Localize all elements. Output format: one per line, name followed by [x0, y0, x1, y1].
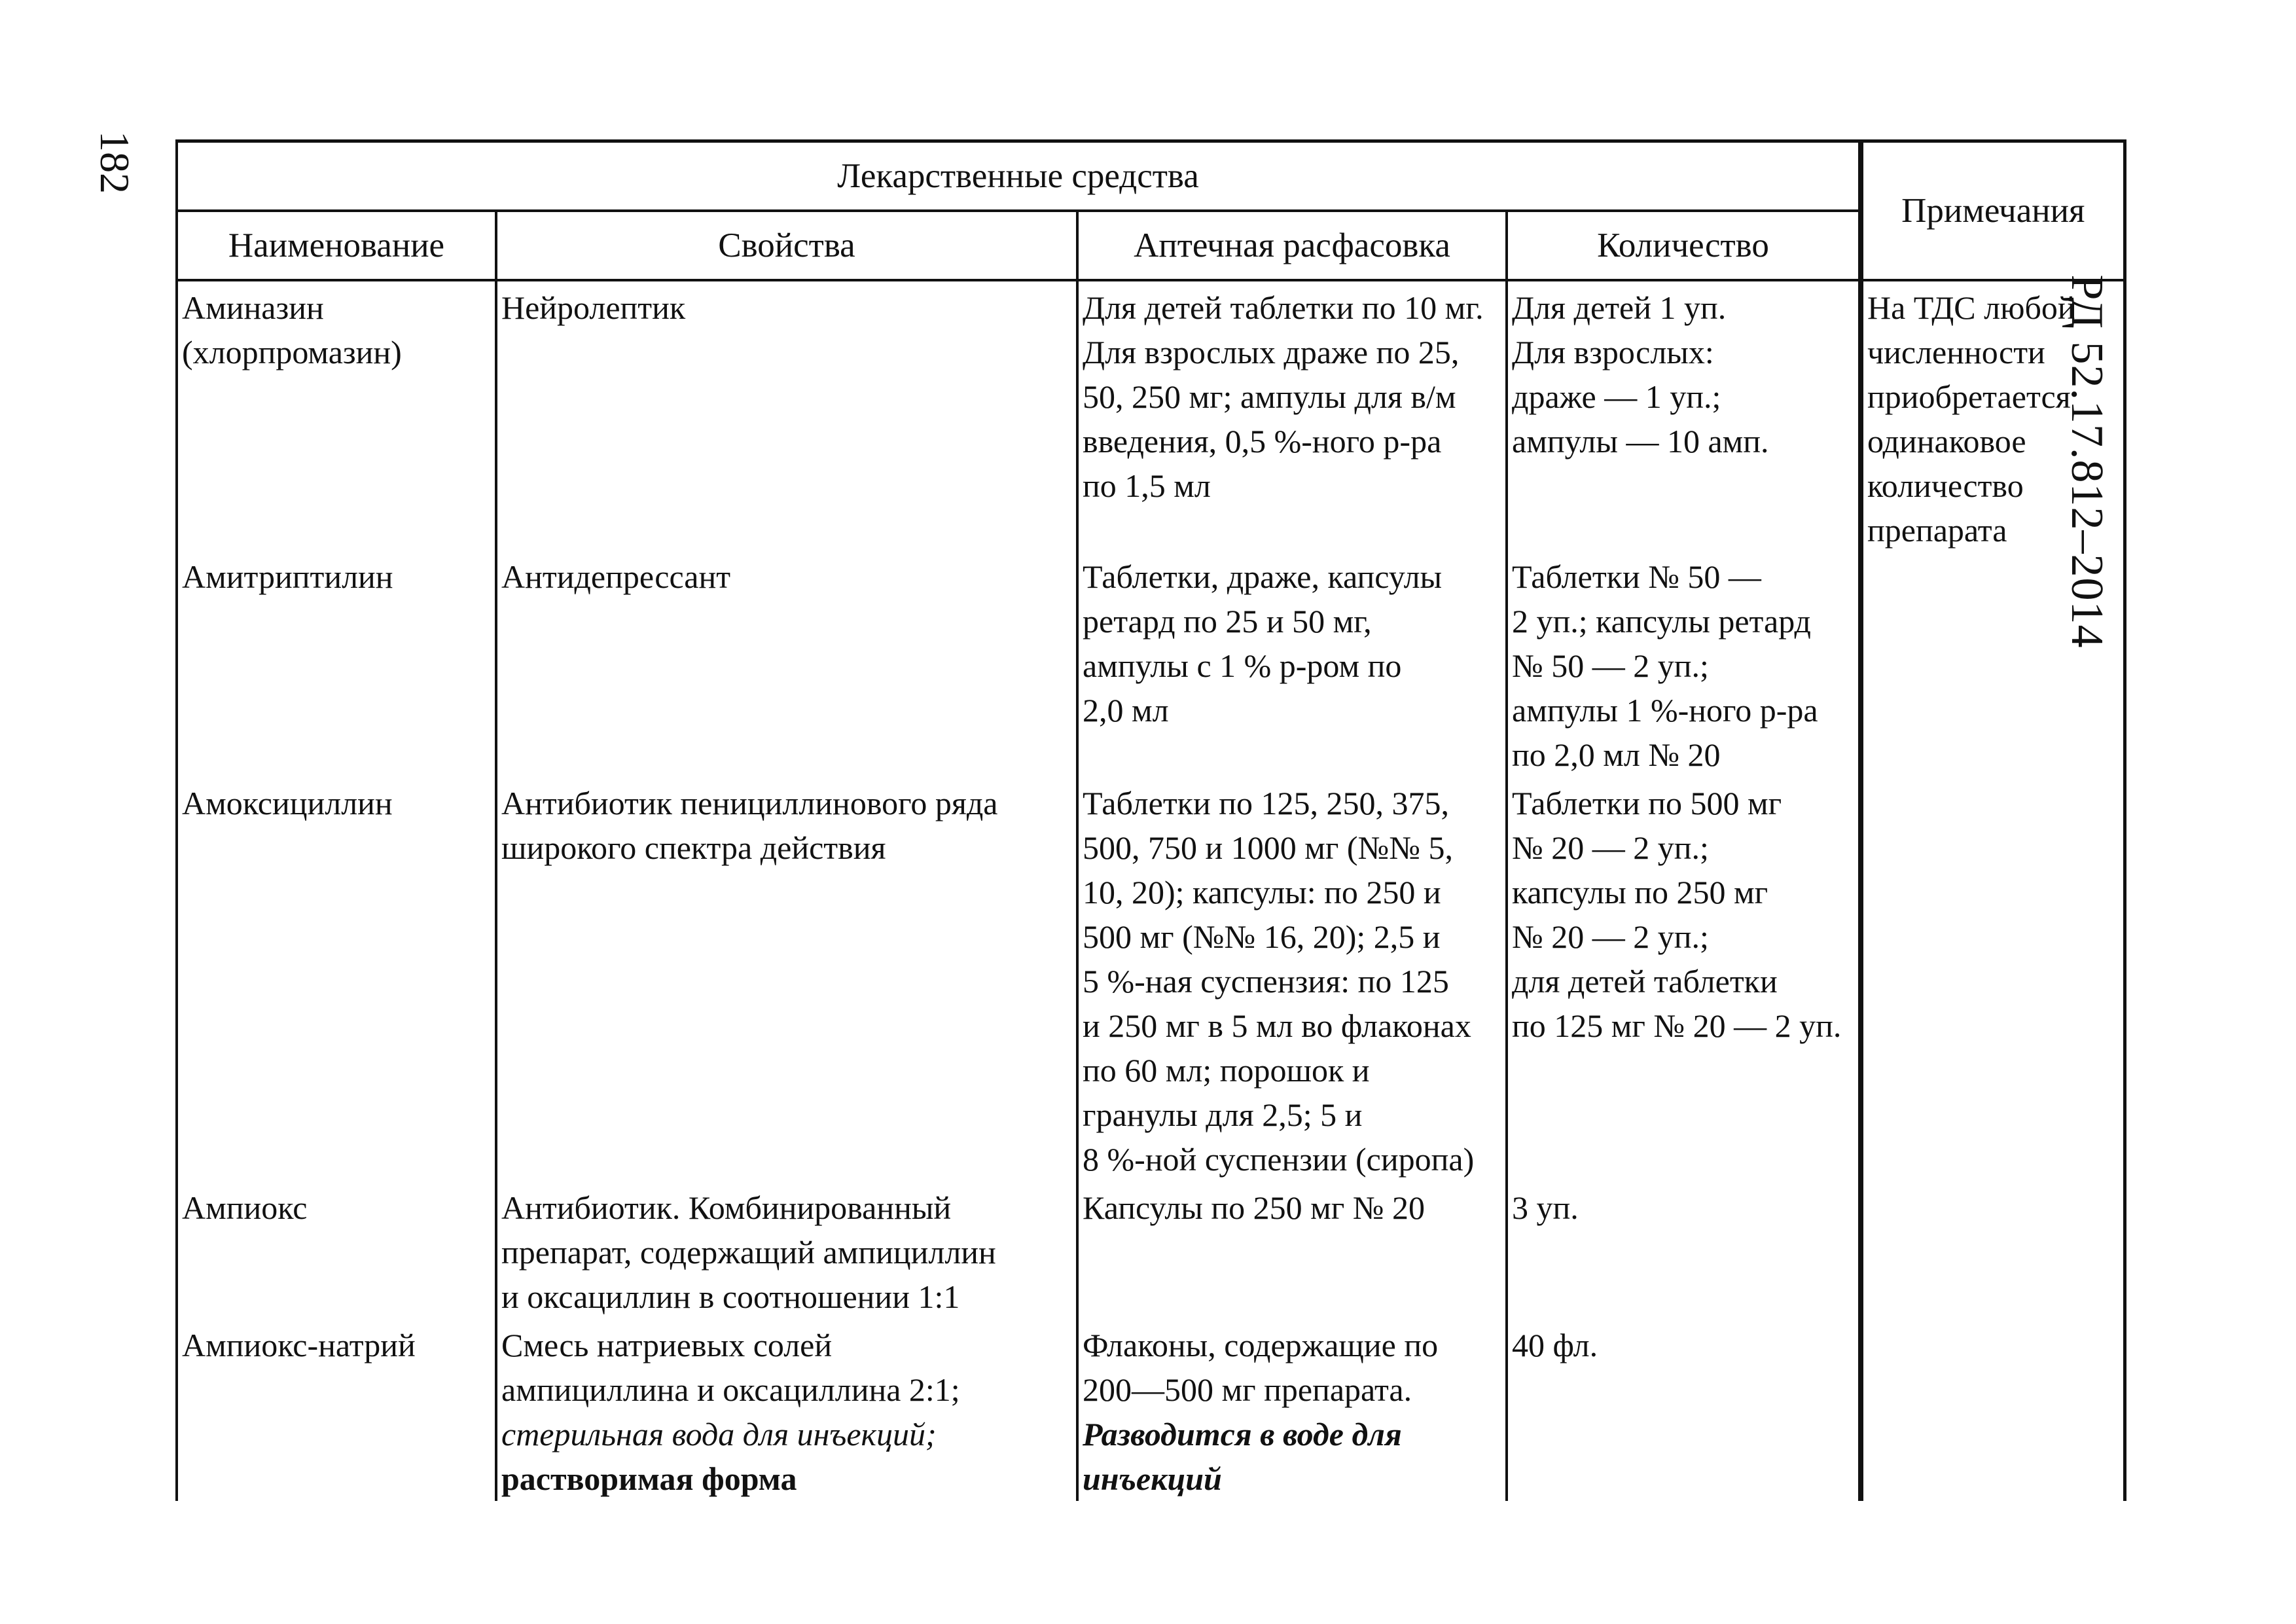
table-row — [177, 1319, 2125, 1501]
drug-name: Аминазин (хлорпромазин) — [182, 289, 402, 370]
document-code: РД 52.17.812–2014 — [2062, 274, 2112, 649]
drug-properties: Антибиотик. Комбинированный препарат, содержащий ампициллин и оксациллин в соотношении 1:1 — [501, 1189, 996, 1315]
drug-packaging-bold: Разводится в воде для инъекций — [1083, 1416, 1402, 1497]
drug-properties: Антибиотик пенициллинового ряда широкого спектра действия — [501, 785, 998, 866]
group-header-medicines: Лекарственные средства — [177, 141, 1861, 211]
table-row — [177, 550, 2125, 777]
column-header-name: Наименование — [177, 211, 496, 280]
drug-quantity: Таблетки по 500 мг № 20 — 2 уп.; капсулы по 250 мг № 20 — 2 уп.; для детей таблетки по 125 мг № 20 — 2 уп. — [1512, 785, 1842, 1044]
cell-properties — [496, 550, 1077, 777]
cell-properties — [496, 777, 1077, 1182]
drug-quantity: 3 уп. — [1512, 1189, 1579, 1226]
drug-properties: Антидепрессант — [501, 558, 731, 595]
cell-properties — [496, 280, 1077, 550]
cell-quantity — [1507, 777, 1861, 1182]
column-header-quantity: Количество — [1507, 211, 1861, 280]
column-header-packaging: Аптечная расфасовка — [1077, 211, 1507, 280]
cell-properties — [496, 1182, 1077, 1319]
cell-packaging — [1077, 1182, 1507, 1319]
cell-properties — [496, 1319, 1077, 1501]
column-header-properties: Свойства — [496, 211, 1077, 280]
cell-notes — [1861, 280, 2125, 1501]
drug-quantity: Для детей 1 уп. Для взрослых: драже — 1 уп.; ампулы — 10 амп. — [1512, 289, 1769, 460]
cell-name — [177, 1182, 496, 1319]
drug-packaging: Таблетки, драже, капсулы ретард по 25 и 50 мг, ампулы с 1 % р-ром по 2,0 мл — [1083, 558, 1443, 729]
drug-packaging: Капсулы по 250 мг № 20 — [1083, 1189, 1425, 1226]
drug-packaging: Таблетки по 125, 250, 375, 500, 750 и 1000 мг (№№ 5, 10, 20); капсулы: по 250 и 500 мг (№№ 16, 20); 2,5 и 5 %-ная суспензия: по 125 и 250 мг в 5 мл во флаконах по 60 мл; порошок и гранулы для 2,5; 5 и 8 %-ной суспензии (сиропа) — [1083, 785, 1475, 1178]
page-number: 182 — [92, 131, 138, 194]
cell-name — [177, 777, 496, 1182]
cell-packaging — [1077, 550, 1507, 777]
cell-quantity — [1507, 280, 1861, 550]
table-row — [177, 1182, 2125, 1319]
cell-name — [177, 550, 496, 777]
cell-name — [177, 280, 496, 550]
cell-quantity — [1507, 550, 1861, 777]
drug-name: Амоксициллин — [182, 785, 393, 821]
drug-packaging: Флаконы, содержащие по 200—500 мг препарата. — [1083, 1327, 1439, 1408]
cell-packaging — [1077, 280, 1507, 550]
cell-name — [177, 1319, 496, 1501]
drug-name: Ампиокс-натрий — [182, 1327, 416, 1363]
cell-quantity — [1507, 1319, 1861, 1501]
drug-name: Амитриптилин — [182, 558, 393, 595]
notes-text: На ТДС любой численности приобретается одинаковое количество препарата — [1867, 289, 2075, 549]
column-header-notes: Примечания — [1861, 141, 2125, 281]
drug-properties: Смесь натриевых солей ампициллина и оксациллина 2:1; — [501, 1327, 960, 1408]
cell-packaging — [1077, 1319, 1507, 1501]
cell-quantity — [1507, 1182, 1861, 1319]
drug-quantity: 40 фл. — [1512, 1327, 1598, 1363]
drug-quantity: Таблетки № 50 — 2 уп.; капсулы ретард № 50 — 2 уп.; ампулы 1 %-ного р-ра по 2,0 мл № 20 — [1512, 558, 1818, 773]
medications-table — [175, 139, 2126, 1501]
drug-properties: Нейролептик — [501, 289, 686, 326]
drug-properties-italic: стерильная вода для инъекций; — [501, 1416, 937, 1453]
table-row — [177, 777, 2125, 1182]
cell-packaging — [1077, 777, 1507, 1182]
drug-packaging: Для детей таблетки по 10 мг. Для взрослых драже по 25, 50, 250 мг; ампулы для в/м введения, 0,5 %-ного р-ра по 1,5 мл — [1083, 289, 1484, 504]
drug-properties-bold: растворимая форма — [501, 1460, 797, 1497]
drug-name: Ампиокс — [182, 1189, 308, 1226]
table-row — [177, 280, 2125, 550]
medications-table-container — [175, 139, 2126, 1501]
